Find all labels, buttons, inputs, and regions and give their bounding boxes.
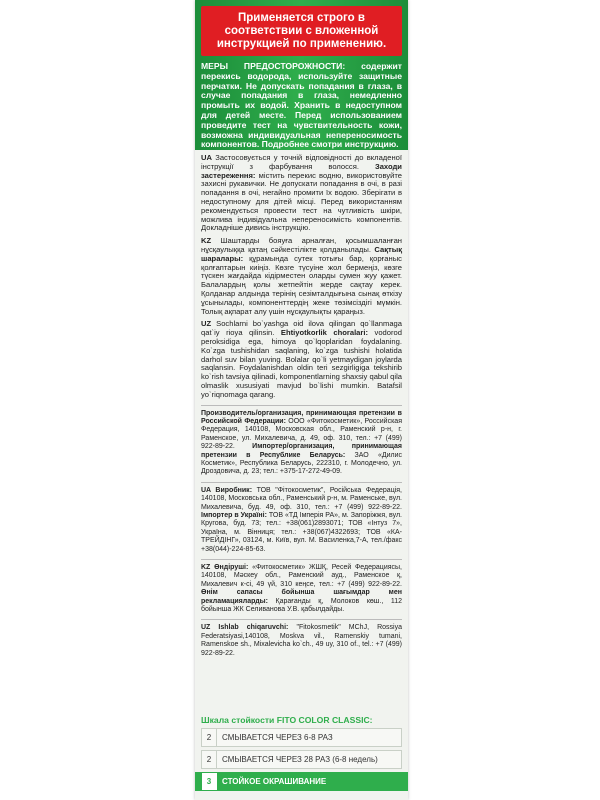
producer-ua-label: UA Виробник: [201, 486, 253, 494]
section-uz [201, 320, 402, 399]
quality-kz-label: Өнім сапасы бойынша шағымдар мен рекламацияларды: [201, 589, 402, 605]
divider [201, 482, 402, 483]
scale-row-text: СМЫВАЕТСЯ ЧЕРЕЗ 28 РАЗ (6-8 недель) [222, 755, 378, 764]
durability-scale [195, 715, 408, 794]
scale-row-text: СМЫВАЕТСЯ ЧЕРЕЗ 6-8 РАЗ [222, 733, 333, 742]
divider [201, 405, 402, 406]
producer-ru-label: Производитель/организация, принимающая претензии в Российской Федерации: [201, 409, 402, 425]
scale-row-highlighted [195, 772, 408, 791]
precautions-ru [201, 62, 402, 150]
producer-ru-text: ООО «Фитокосметик», Российская Федерация, 140108, Московская обл., Раменский р-н, г. Раменское, ул. Михалевича, д. 49, оф. 310, тел.: +7 (499) 922-89-22. [201, 417, 402, 451]
importer-ua-text: ТОВ «ТД Імперія РА», м. Запоріжжя, вул. Кругова, буд. 73; тел.: +38(061)2893071; ТОВ «Інтуз 7», Україна, м. Вінниця; тел.: +38(067)4322693; ТОВ «КА-ТРЕЙДІНГ», 03124, м. Київ, вул. М. Василенка,7-А, тел./факс +38(044)-224-85-63. [201, 511, 402, 553]
kz-label: Сақтық шаралары: [201, 244, 402, 263]
uz-text2: vodorod peroksidiga ega, himoya qo`lqoplaridan foydalaning. Ko`zga tushishidan saqlaning, ko`zga tushishi holatida darhol suv bilan yuving. Bolalar qo`li yetmaydigan joylarda saqlansin. Foydalanishdan oldin teri sezgirligiga tekshirib ko`rish tavsiya qilinadi, komponentlarning shaxsiy qabul qila olmaslik xususiyati mavjud bo`lishi mumkin. Batafsil yo`riqnomaga qarang. [201, 328, 402, 399]
producer-ua-text: ТОВ "Фітокосметик", Російська Федерація, 140108, Московська обл., Раменський р-н, м. Раменське, вул. Михалевича, буд. 49, оф. 310, тел.: +7 (499) 922-89-22. [201, 486, 402, 511]
scale-row-number: 3 [202, 773, 217, 790]
producer-uz [201, 624, 402, 658]
precautions-ru-text: содержит перекись водорода, используйте защитные перчатки. Не допускать попадания в глаза, в случае попадания в глаза, немедленно промыть их водой. Хранить в недоступном для детей месте. Перед использованием проведите тест на чувствительность кожи, возможна индивидуальная непереносимость компонентов. Подробнее смотри инструкцию. [201, 61, 402, 150]
importer-by-label: Импортер/организация, принимающая претензии в Республике Беларусь: [201, 443, 402, 459]
uz-label: Ehtiyotkorlik choralari: [280, 328, 368, 338]
producer-ru [201, 410, 402, 477]
uz-text1: Sochlarni bo`yashga oid ilova qilingan qo`llanmaga qat`iy rioya qilinsin. [201, 319, 402, 338]
producer-kz-label: KZ Өндіруші: [201, 564, 249, 572]
quality-kz-text: Қарағанды қ, Молоков көш., 112 бойынша ЖК Селиванова У.В. қабылдайды. [201, 597, 402, 614]
green-header-band [195, 0, 408, 150]
section-kz [201, 237, 402, 316]
usage-notice-box [201, 6, 402, 56]
text-body [195, 150, 408, 658]
ua-label: Заходи застереження: [201, 161, 402, 180]
producer-uz-label: UZ Ishlab chiqaruvchi: [201, 624, 289, 632]
usage-notice-line: Применяется строго в [238, 12, 365, 24]
lang-code-uz: UZ [201, 319, 212, 329]
kz-text1: Шаштарды бояуға арналған, қосымшаланған нұсқаулыққа қатаң сәйкестілікте қолданылады. [201, 236, 402, 254]
scale-title: Шкала стойкости FITO COLOR CLASSIC: [201, 715, 373, 725]
divider [201, 619, 402, 620]
precautions-ru-label: МЕРЫ ПРЕДОСТОРОЖНОСТИ: [201, 61, 346, 71]
importer-by-text: ЗАО «Дилис Косметик», Республика Беларусь, 222310, г. Молодечно, ул. Дроздовича, д. 23; тел.: +375-17-272-49-09. [201, 451, 402, 476]
ua-text2: містить перекис водню, використовуйте захисні рукавички. Не допускати попадання в очі, в разі попадання в очі, негайно промити їх водою. Зберігати в недоступному для дітей місці. Перед використанням рекомендується провести тест на чутливість шкіри, можлива індивідуальна непереносимість компонентів. Докладніше дивись інструкцію. [201, 170, 402, 233]
producer-kz-text: «Фитокосметик» ЖШҚ, Ресей Федерациясы, 140108, Мәскеу обл., Раменский ауд., Раменское қ, Михалевич к-сі, 49 үй, 310 кеңсе, тел.: +7 (499) 922-89-22. [201, 564, 402, 588]
scale-row-text: СТОЙКОЕ ОКРАШИВАНИЕ [222, 777, 327, 786]
producer-kz [201, 564, 402, 614]
scale-row-number: 2 [202, 729, 217, 746]
lang-code-ua: UA [201, 153, 212, 162]
ua-text1: Застосовується у точній відповідності до вкладеної інструкції з фарбування волосся. [201, 153, 402, 171]
scale-row [201, 728, 402, 747]
scale-row [201, 750, 402, 769]
producer-uz-text: "Fitokosmetik" MChJ, Rossiya Federatsiyasi,140108, Moskva vil., Ramenskiy tumani, Ramenskoe sh., Mixalevicha ko`ch., 49 uy, 310 of., tel.: +7 (499) 922-89-22. [201, 624, 402, 657]
section-ua [201, 154, 402, 233]
producer-ua [201, 487, 402, 554]
scale-row-number: 2 [202, 751, 217, 768]
usage-notice-line: соответствии с вложенной [224, 25, 379, 37]
usage-notice-line: инструкцией по применению. [216, 38, 387, 50]
package-side-panel [195, 0, 408, 800]
lang-code-kz: KZ [201, 236, 212, 246]
divider [201, 559, 402, 560]
kz-text2: құрамында сутек тотығы бар, қорғаныс қолғаптарын киіңіз. Көзге түсуіне жол бермеңіз, көзге түскен жағдайда кідірместен оларды сумен жуу қажет. Балалардың қолы жетпейтін жерде сақтау керек. Қолданар алдында терінің сезімталдығына сынақ өткізу ұсынылады, компоненттердің жеке төзімсіздігі мүмкін. Толық ақпарат алу үшін нұсқаулықты қараңыз. [201, 253, 402, 316]
importer-ua-label: Імпортер в Україні: [201, 511, 267, 519]
